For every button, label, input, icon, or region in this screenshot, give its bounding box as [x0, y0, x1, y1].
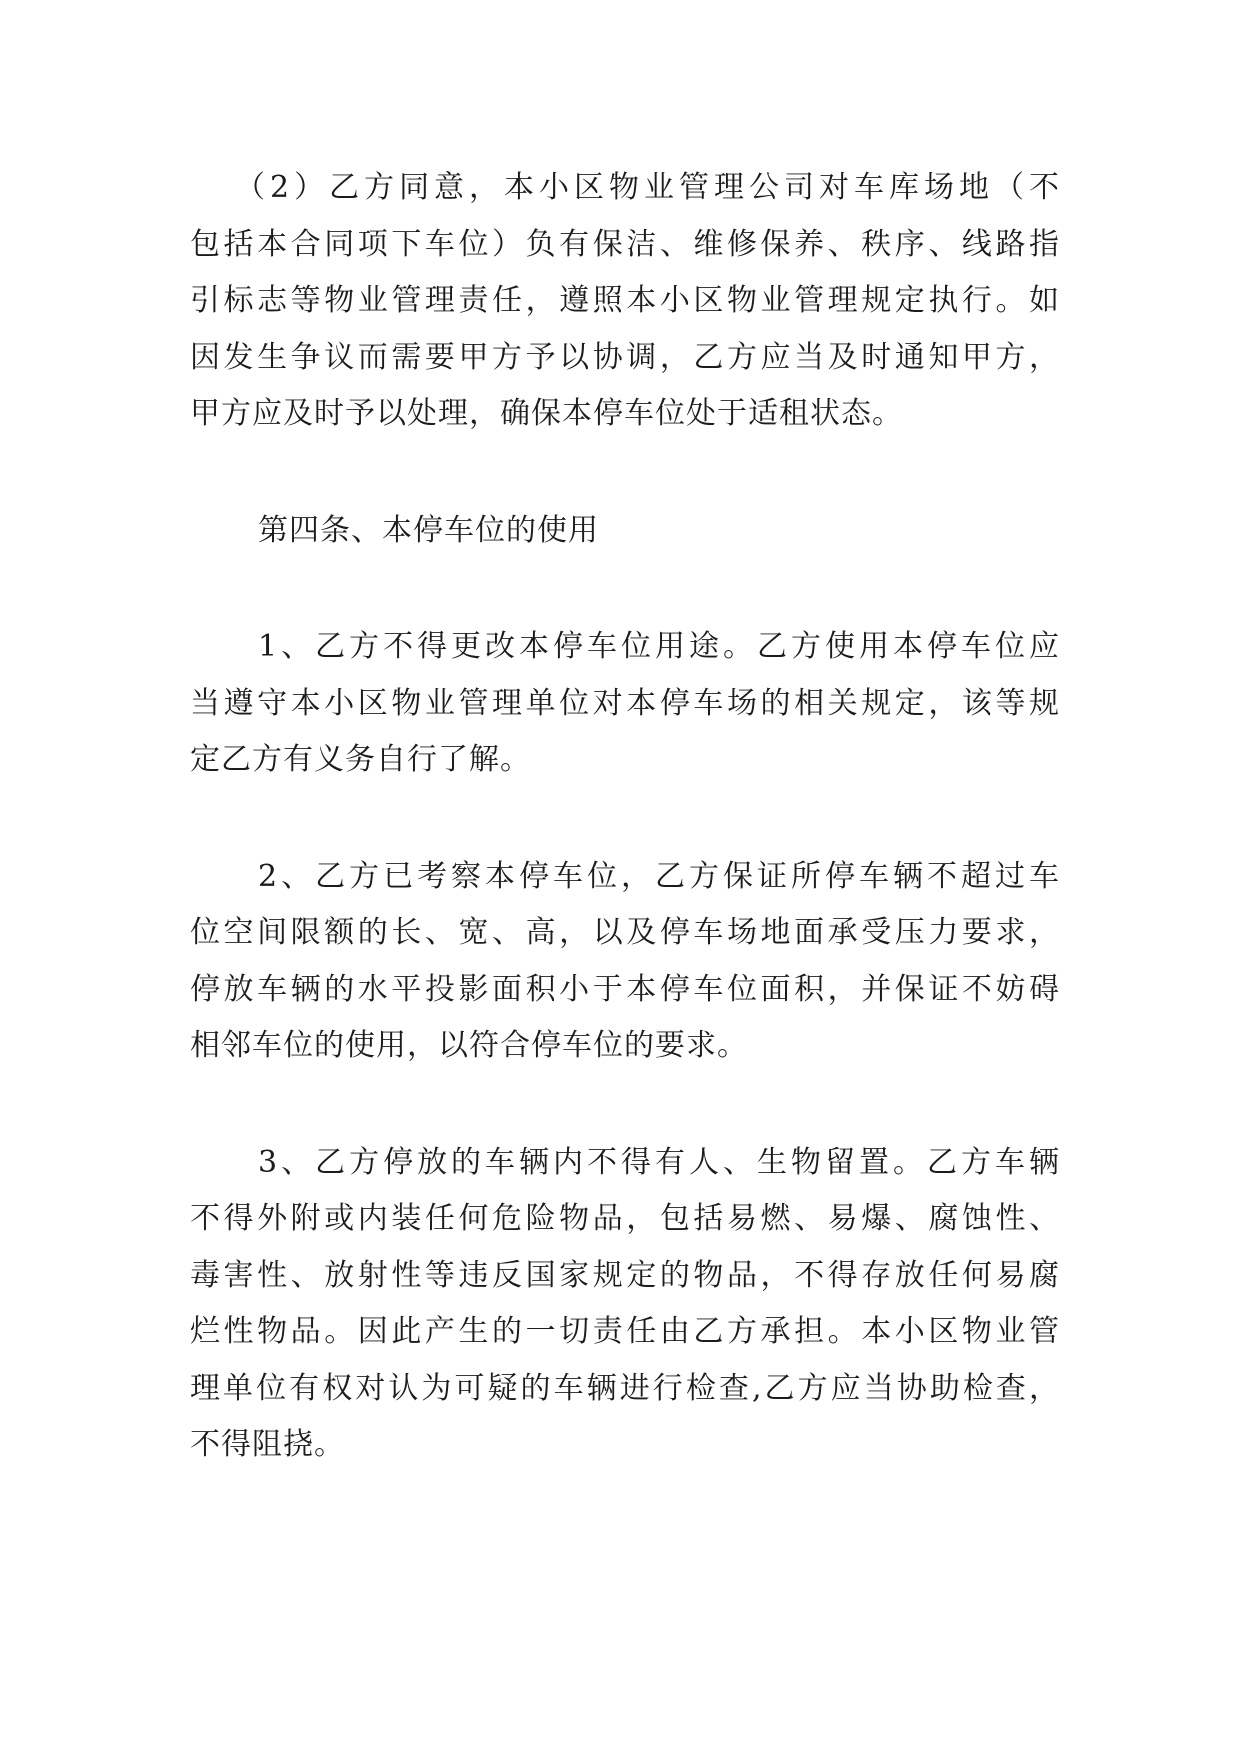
text-line: 定乙方有义务自行了解。	[190, 742, 531, 777]
text-line: 停放车辆的水平投影面积小于本停车位面积，并保证不妨碍	[190, 971, 1060, 1007]
article-4-item-3	[190, 1135, 1060, 1474]
text-line: 不得阻挠。	[190, 1427, 345, 1462]
text-line: 3、乙方停放的车辆内不得有人、生物留置。乙方车辆	[258, 1144, 1060, 1180]
article-4-item-2	[190, 849, 1060, 1075]
text-line: 相邻车位的使用，以符合停车位的要求。	[190, 1028, 748, 1063]
text-line: 1、乙方不得更改本停车位用途。乙方使用本停车位应	[258, 629, 1060, 664]
text-line: 理单位有权对认为可疑的车辆进行检查,乙方应当协助检查，	[190, 1370, 1060, 1406]
text-line: 因发生争议而需要甲方予以协调，乙方应当及时通知甲方，	[190, 339, 1060, 375]
article-4-item-1	[190, 619, 1060, 789]
paragraph-clause-2	[190, 160, 1060, 443]
text-line: 不得外附或内装任何危险物品，包括易燃、易爆、腐蚀性、	[190, 1201, 1060, 1236]
text-line: 位空间限额的长、宽、高，以及停车场地面承受压力要求，	[190, 915, 1060, 950]
text-line: 烂性物品。因此产生的一切责任由乙方承担。本小区物业管	[190, 1314, 1060, 1349]
text-line: 引标志等物业管理责任，遵照本小区物业管理规定执行。如	[190, 283, 1060, 318]
text-line: 甲方应及时予以处理，确保本停车位处于适租状态。	[190, 396, 903, 431]
section-heading: 第四条、本停车位的使用	[258, 512, 599, 548]
text-line: （2）乙方同意，本小区物业管理公司对车库场地（不	[235, 170, 1060, 205]
document-body	[190, 160, 1060, 1534]
section-heading-article-4	[190, 503, 1060, 560]
text-line: 毒害性、放射性等违反国家规定的物品，不得存放任何易腐	[190, 1257, 1060, 1293]
text-line: 当遵守本小区物业管理单位对本停车场的相关规定，该等规	[190, 685, 1060, 721]
text-line: 包括本合同项下车位）负有保洁、维修保养、秩序、线路指	[190, 226, 1060, 262]
text-line: 2、乙方已考察本停车位，乙方保证所停车辆不超过车	[258, 858, 1060, 894]
